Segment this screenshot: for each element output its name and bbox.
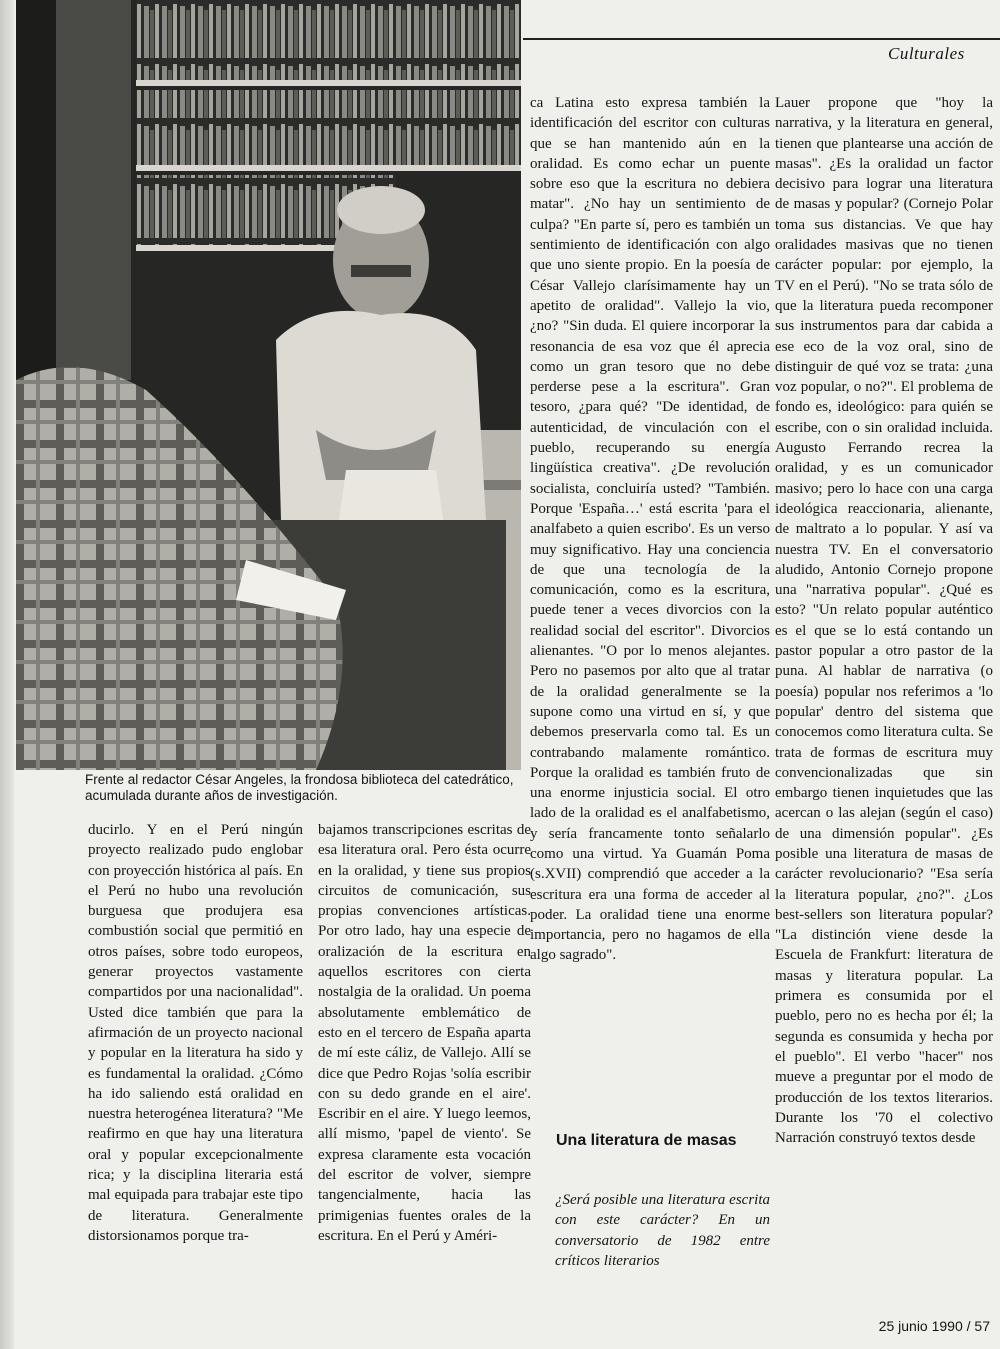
article-subhead: Una literatura de masas (556, 1132, 737, 1149)
page-edge (0, 0, 14, 1349)
article-column-2: bajamos transcripciones escritas de esa literatura oral. Pero ésta ocurre en la oralidad, y tiene sus propios circuitos de comunicación, sus propias convenciones artísticas. Por otro lado, hay una especie de oralización de la escritura en aquellos escritores con cierta nostalgia de la oralidad. Un poema absolutamente emblemático de esto en el tercero de España aparta de mí este cáliz, de Vallejo. Allí se dice que Pedro Rojas 'solía escribir con su dedo grande en el aire'. Escribir en el aire. Y luego leemos, allí mismo, 'papel de viento'. Se expresa claramente esta vocación del escritor de volver, siempre tangencialmente, hacia las primigenias fuentes orales de la escritura. En el Perú y Améri- (318, 822, 531, 1244)
section-label: Culturales (888, 44, 965, 63)
photo-illustration (16, 0, 521, 770)
photo-caption: Frente al redactor César Angeles, la frondosa biblioteca del catedrático, acumulada durante años de investigación. (85, 772, 514, 803)
interview-photo (16, 0, 521, 770)
header-rule (523, 38, 1000, 40)
article-column-3-continued: ¿Será posible una literatura escrita con este carácter? En un conversatorio de 1982 entre críticos literarios (555, 1192, 770, 1269)
article-column-3: ca Latina esto expresa también la identificación del escritor con culturas que se han mantenido aún en la oralidad. Es como echar un puente sobre eso que la escritura no debiera matar". ¿No hay un sentimiento de culpa? "En parte sí, pero es también un sentimiento de identificación con algo que uno siente propio. En la poesía de César Vallejo clarísimamente hay un apetito de oralidad". Vallejo la vio, ¿no? "Sin duda. El quiere incorporar la resonancia de esa voz que él aprecia como un gran tesoro que no debe perderse pese a la escritura". Gran tesoro, ¿para qué? "De identidad, de autenticidad, de vinculación con el pueblo, recuperando su energía lingüística creativa". ¿De revolución socialista, concluiría usted? "También. Porque 'España…' está escrita 'para el analfabeto a quien escribo'. Es un verso muy significativo. Hay una conciencia de que una tecnología de la comunicación, como es la escritura, puede tener a veces divorcios con la realidad social del escritor". Divorcios alienantes. "O por lo menos alejantes. Pero no pasemos por alto que al tratar de la oralidad generalmente se la supone como una virtud en sí, y que debemos preservarla como tal. Es un contrabando malamente romántico. Porque la oralidad es también fruto de una enorme injusticia social. El otro lado de la oralidad es el analfabetismo, y sería francamente tonto señalarlo como una virtud. Ya Guamán Poma (s.XVII) comprendió que acceder a la escritura era una forma de acceder al poder. La oralidad tiene una enorme importancia, pero no hagamos de ella algo sagrado". (530, 95, 770, 964)
page-folio: 25 junio 1990 / 57 (878, 1318, 990, 1334)
article-column-1: ducirlo. Y en el Perú ningún proyecto realizado pudo englobar con proyección histórica al país. En el Perú no hubo una revolución burguesa que produjera esa combustión social que permitió en otros países, sobre todo europeos, generar proyectos vastamente compartidos por una nacionalidad". Usted dice también que para la afirmación de un proyecto nacional y popular en la literatura ha sido y es fundamental la oralidad. ¿Cómo ha ido saliendo está oralidad en nuestra heterogénea literatura? "Me reafirmo en que hay una literatura oral y popular excepcionalmente rica; y la disciplina literaria está mal equipada para trabajar este tipo de literatura. Generalmente distorsionamos porque tra- (88, 822, 303, 1244)
article-column-4: Lauer propone que "hoy la narrativa, y la literatura en general, tienen que plantearse una acción de masas". ¿Es la oralidad un factor decisivo para lograr una literatura de masas y popular? (Cornejo Polar toma sus distancias. Ve que hay oralidades masivas que no tienen carácter popular: por ejemplo, la TV en el Perú). "No se trata sólo de que la literatura pueda recomponer sus instrumentos para dar cabida a ese eco de la voz oral, sino de distinguir de qué voz se trata: ¿una voz popular, o no?". El problema de fondo es, ideológico: para quién se escribe, con o sin oralidad incluida. Augusto Ferrando recrea la oralidad, y es un comunicador masivo; pero lo hace con una carga ideológica reaccionaria, alienante, de maltrato a lo popular. Y así va nuestra TV. En el conversatorio aludido, Antonio Cornejo propone una "narrativa popular". ¿Qué es esto? "Un relato popular auténtico es el que se lo está contando un pastor popular a otro pastor de la puna. Al hablar de narrativa (o poesía) popular nos referimos a 'lo popular' dentro del sistema que conocemos como literatura culta. Se trata de formas de escritura muy convencionalizadas que sin embargo tienen inquietudes que las acercan o las alejan (según el caso) de una dimensión popular". ¿Es posible una literatura de masas de carácter revolucionario? "Esa sería la literatura popular, ¿no?". ¿Los best-sellers son literatura popular? "La distinción viene desde la Escuela de Frankfurt: literatura de masas y literatura popular. La primera es consumida por el pueblo, pero no es hecha por él; la segunda es consumida y hecha por el pueblo". El verbo "hacer" nos mueve a preguntar por el modo de producción de los textos literarios. Durante los '70 el colectivo Narración construyó textos desde (775, 95, 993, 1147)
